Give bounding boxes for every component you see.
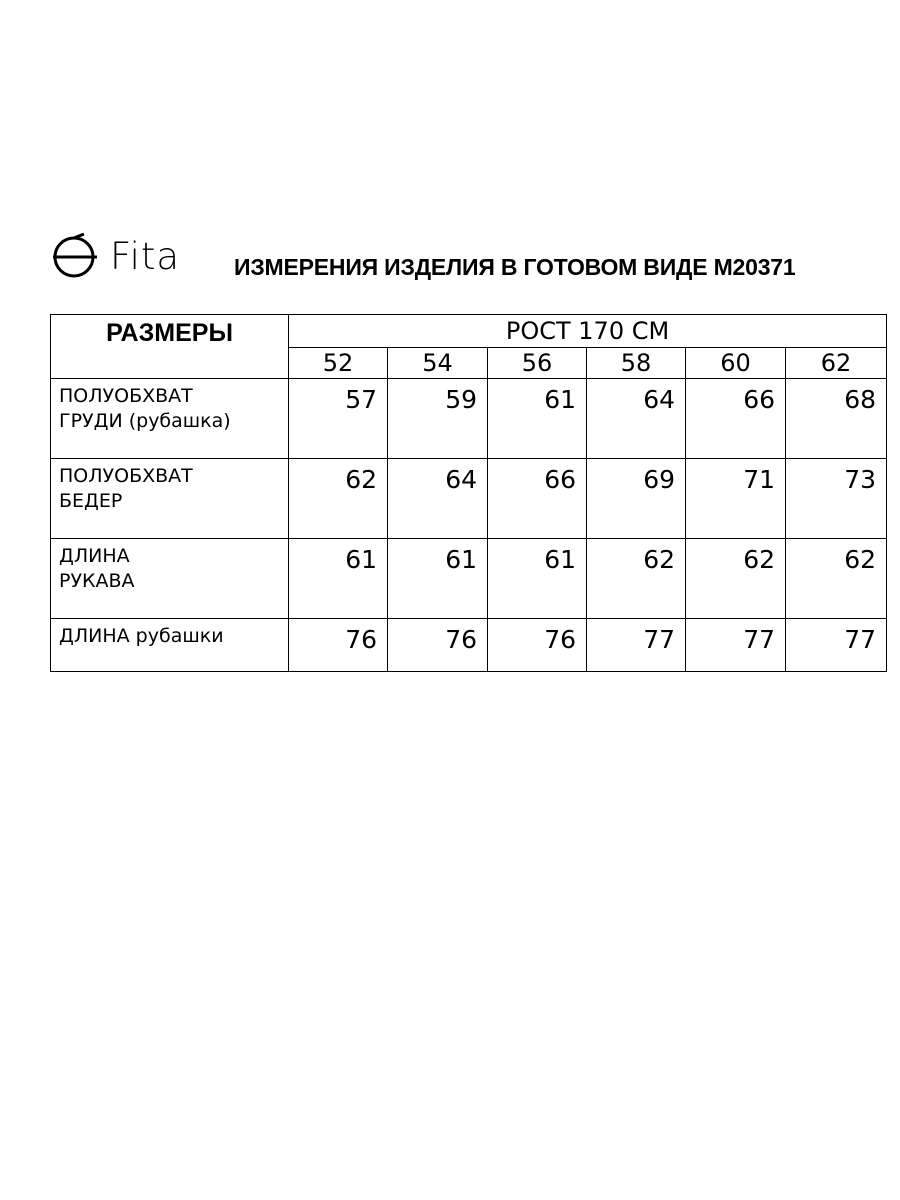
table-cell: 61 — [488, 379, 587, 459]
table-cell: 73 — [786, 459, 887, 539]
table-cell: 61 — [488, 539, 587, 619]
brand-name: Fita — [110, 234, 181, 278]
table-cell: 61 — [388, 539, 488, 619]
table-cell: 64 — [587, 379, 686, 459]
size-chart-table — [50, 314, 887, 672]
table-cell: 66 — [488, 459, 587, 539]
table-row — [51, 379, 887, 459]
table-cell: 71 — [686, 459, 786, 539]
table-row — [51, 459, 887, 539]
table-row — [51, 539, 887, 619]
table-cell: 62 — [289, 459, 388, 539]
row-label-length: ДЛИНА рубашки — [51, 619, 289, 672]
brand-logo — [50, 233, 180, 279]
sizes-header: РАЗМЕРЫ — [51, 315, 289, 379]
table-row — [51, 619, 887, 672]
size-header-cell: 62 — [786, 348, 887, 379]
table-cell: 66 — [686, 379, 786, 459]
row-label-sleeve: ДЛИНА РУКАВА — [51, 539, 289, 619]
height-header: РОСТ 170 СМ — [289, 315, 887, 348]
table-cell: 69 — [587, 459, 686, 539]
row-label-chest: ПОЛУОБХВАТ ГРУДИ (рубашка) — [51, 379, 289, 459]
table-cell: 64 — [388, 459, 488, 539]
size-header-cell: 56 — [488, 348, 587, 379]
table-cell: 77 — [587, 619, 686, 672]
row-label-hips: ПОЛУОБХВАТ БЕДЕР — [51, 459, 289, 539]
table-cell: 62 — [686, 539, 786, 619]
table-cell: 76 — [488, 619, 587, 672]
table-cell: 76 — [289, 619, 388, 672]
fita-theta-logo-icon — [50, 233, 100, 279]
table-cell: 77 — [686, 619, 786, 672]
size-header-cell: 60 — [686, 348, 786, 379]
table-cell: 59 — [388, 379, 488, 459]
table-cell: 77 — [786, 619, 887, 672]
table-cell: 68 — [786, 379, 887, 459]
table-cell: 57 — [289, 379, 388, 459]
size-header-cell: 52 — [289, 348, 388, 379]
size-header-cell: 58 — [587, 348, 686, 379]
table-cell: 61 — [289, 539, 388, 619]
table-cell: 62 — [786, 539, 887, 619]
size-header-cell: 54 — [388, 348, 488, 379]
table-cell: 76 — [388, 619, 488, 672]
table-cell: 62 — [587, 539, 686, 619]
document-title: ИЗМЕРЕНИЯ ИЗДЕЛИЯ В ГОТОВОМ ВИДЕ М20371 — [234, 254, 796, 280]
